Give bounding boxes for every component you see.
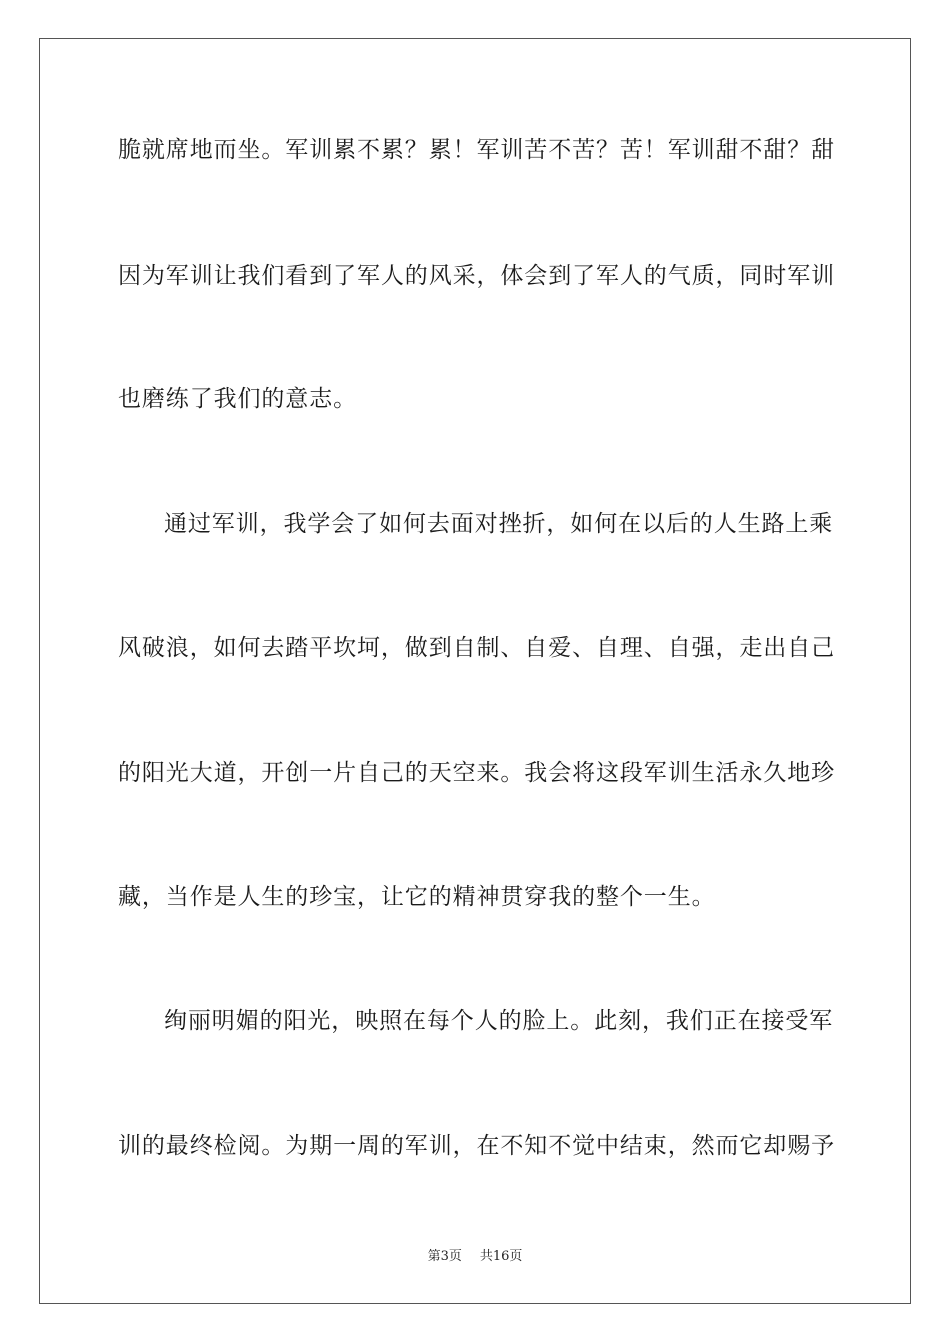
text-line-5: 风破浪，如何去踏平坎坷，做到自制、自爱、自理、自强，走出自己 [118, 635, 835, 661]
page-border [39, 38, 911, 1304]
page-footer [0, 1249, 950, 1265]
text-line-3: 也磨练了我们的意志。 [118, 386, 357, 412]
text-line-6: 的阳光大道，开创一片自己的天空来。我会将这段军训生活永久地珍 [118, 760, 835, 786]
text-line-7: 藏，当作是人生的珍宝，让它的精神贯穿我的整个一生。 [118, 884, 716, 910]
text-line-1: 脆就席地而坐。军训累不累？累！军训苦不苦？苦！军训甜不甜？甜 [118, 137, 835, 163]
text-line-8: 绚丽明媚的阳光，映照在每个人的脸上。此刻，我们正在接受军 [164, 1008, 834, 1034]
total-pages: 共16页 [479, 1249, 523, 1264]
text-line-2: 因为军训让我们看到了军人的风采，体会到了军人的气质，同时军训 [118, 263, 835, 289]
text-line-9: 训的最终检阅。为期一周的军训，在不知不觉中结束，然而它却赐予 [118, 1133, 835, 1159]
page-number: 第3页 [427, 1249, 462, 1264]
text-line-4: 通过军训，我学会了如何去面对挫折，如何在以后的人生路上乘 [164, 511, 834, 537]
